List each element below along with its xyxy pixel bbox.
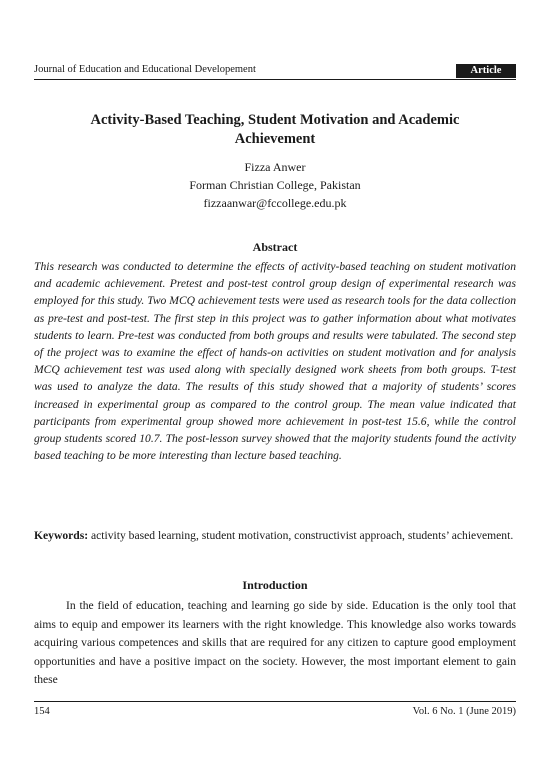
volume-info: Vol. 6 No. 1 (June 2019) — [412, 706, 516, 717]
running-head — [34, 63, 516, 79]
keywords — [34, 527, 516, 544]
author-email: fizzaanwar@fccollege.edu.pk — [203, 196, 347, 210]
author-block — [34, 158, 516, 212]
journal-name: Journal of Education and Educational Developement — [34, 64, 256, 75]
abstract-text: This research was conducted to determine the effects of activity-based teaching on student motivation and academic achievement. Pretest and post-test control group design of experimental research was employed for this study. Two MCQ achievement tests were used as research tools for the data collection as pre-test and post-test. The first step in this project was to gather information about what motivates students to learn. Pre-test was conducted from both groups and results were tabulated. The second step of the project was to examine the effect of hands-on activities on student motivation and for analysis MCQ achievement test was used along with specially designed work sheets from both groups. T-test was used to analyze the data. The results of this study showed that a majority of students’ scores increased in experimental group as compared to the control group. The mean value indicated that participants from experimental group showed more achievement in post-test 15.6, while the control group students scored 10.7. The post-lesson survey showed that the majority students found the activity based teaching to be more interesting than lecture based teaching. — [34, 260, 516, 463]
author-name: Fizza Anwer — [244, 160, 306, 174]
abstract-heading: Abstract — [252, 240, 298, 254]
article-type-badge: Article — [456, 64, 516, 78]
footer-rule — [34, 701, 516, 702]
keywords-label: Keywords: — [34, 529, 89, 542]
header-rule — [34, 79, 516, 80]
introduction-heading: Introduction — [242, 578, 308, 592]
journal-page — [34, 0, 516, 777]
introduction-text: In the field of education, teaching and learning go side by side. Education is the only tool that aims to equip and empower its learners with the right knowledge. This knowledge also works towards acquiring various competences and skills that are required for any citizen to capture good employment opportunities and have a positive impact on the society. However, the most important element to gain these — [34, 599, 516, 687]
author-affiliation: Forman Christian College, Pakistan — [189, 178, 361, 192]
page-number: 154 — [34, 706, 50, 717]
keywords-text: activity based learning, student motivation, constructivist approach, students’ achievement. — [91, 529, 514, 542]
paper-title: Activity-Based Teaching, Student Motivation and Academic Achievement — [90, 112, 460, 147]
